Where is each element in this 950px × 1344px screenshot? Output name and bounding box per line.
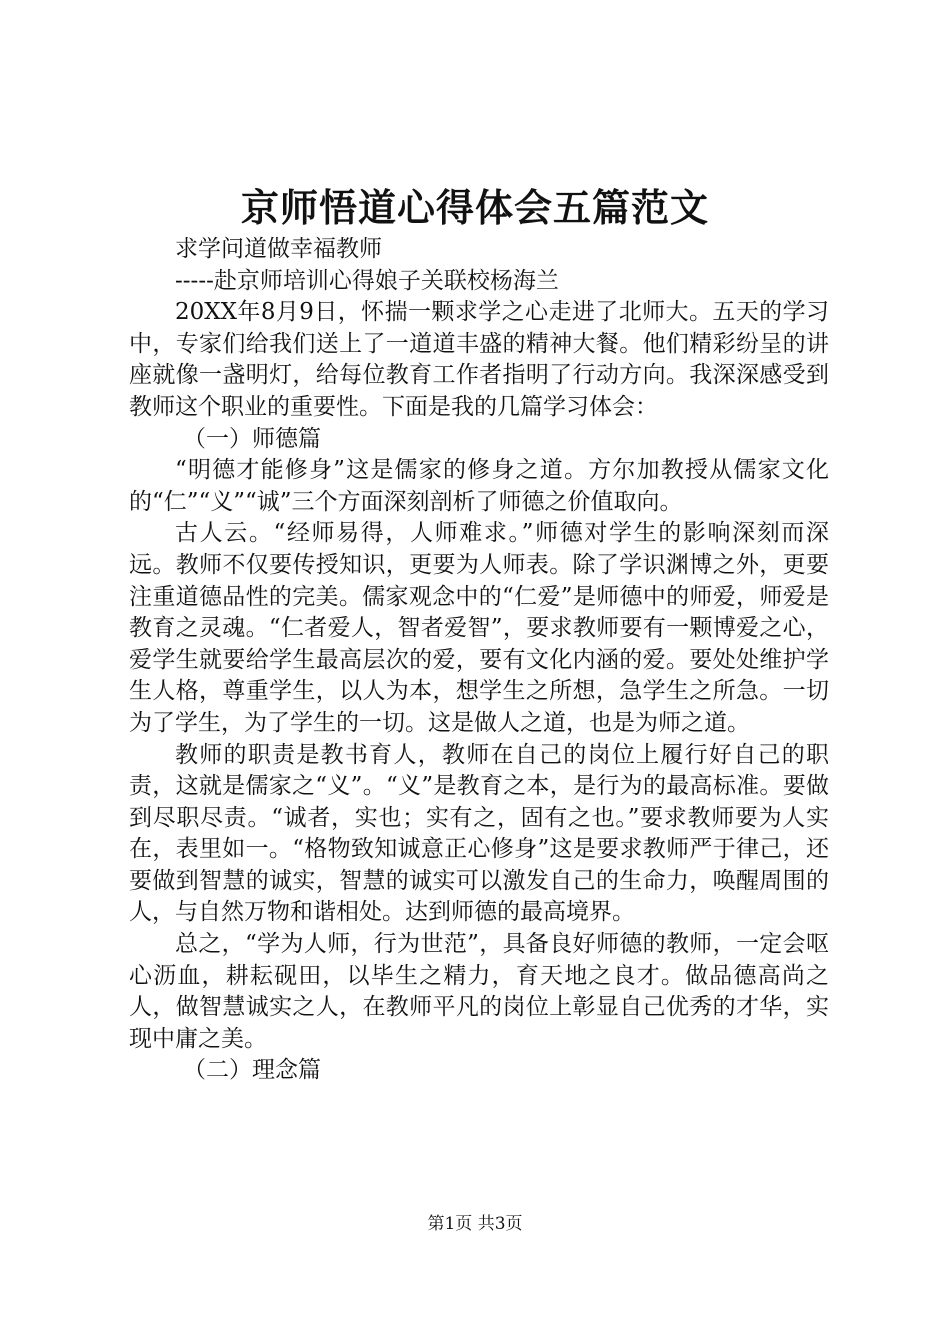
body-paragraph: 古人云。“经师易得，人师难求。”师德对学生的影响深刻而深远。教师不仅要传授知识，更要为人师表。除了学识渊博之外，更要注重道德品性的完美。儒家观念中的“仁爱”是师德中的师爱，师爱是教育之灵魂。“仁者爱人，智者爱智”，要求教师要有一颗博爱之心，爱学生就要给学生最高层次的爱，要有文化内涵的爱。要处处维护学生人格，尊重学生，以人为本，想学生之所想，急学生之所急。一切为了学生，为了学生的一切。这是做人之道，也是为师之道。	[129, 520, 829, 736]
section-heading: （一）师德篇	[183, 425, 321, 452]
body-paragraph: 20XX年8月9日，怀揣一颗求学之心走进了北师大。五天的学习中，专家们给我们送上了一道道丰盛的精神大餐。他们精彩纷呈的讲座就像一盏明灯，给每位教育工作者指明了行动方向。我深深感受到教师这个职业的重要性。下面是我的几篇学习体会：	[129, 299, 829, 420]
document-title: 京师悟道心得体会五篇范文	[240, 185, 709, 230]
subtitle: 求学问道做幸福教师	[175, 236, 382, 262]
body-paragraph: 总之，“学为人师，行为世范”，具备良好师德的教师，一定会呕心沥血，耕耘砚田，以毕生之精力，育天地之良才。做品德高尚之人，做智慧诚实之人，在教师平凡的岗位上彰显自己优秀的才华，实现中庸之美。	[129, 931, 829, 1052]
section-heading: （二）理念篇	[183, 1057, 321, 1084]
document-body	[129, 234, 829, 1087]
page-footer: 第1页 共3页	[427, 1214, 523, 1234]
body-paragraph: 教师的职责是教书育人，教师在自己的岗位上履行好自己的职责，这就是儒家之“义”。“义”是教育之本，是行为的最高标准。要做到尽职尽责。“诚者，实也；实有之，固有之也。”要求教师要为人实在，表里如一。“格物致知诚意正心修身”这是要求教师严于律己，还要做到智慧的诚实，智慧的诚实可以激发自己的生命力，唤醒周围的人，与自然万物和谐相处。达到师德的最高境界。	[129, 741, 829, 926]
subtitle-byline: -----赴京师培训心得娘子关联校杨海兰	[175, 267, 559, 294]
body-paragraph: “明德才能修身”这是儒家的修身之道。方尔加教授从儒家文化的“仁”“义”“诚”三个方面深刻剖析了师德之价值取向。	[129, 457, 829, 515]
